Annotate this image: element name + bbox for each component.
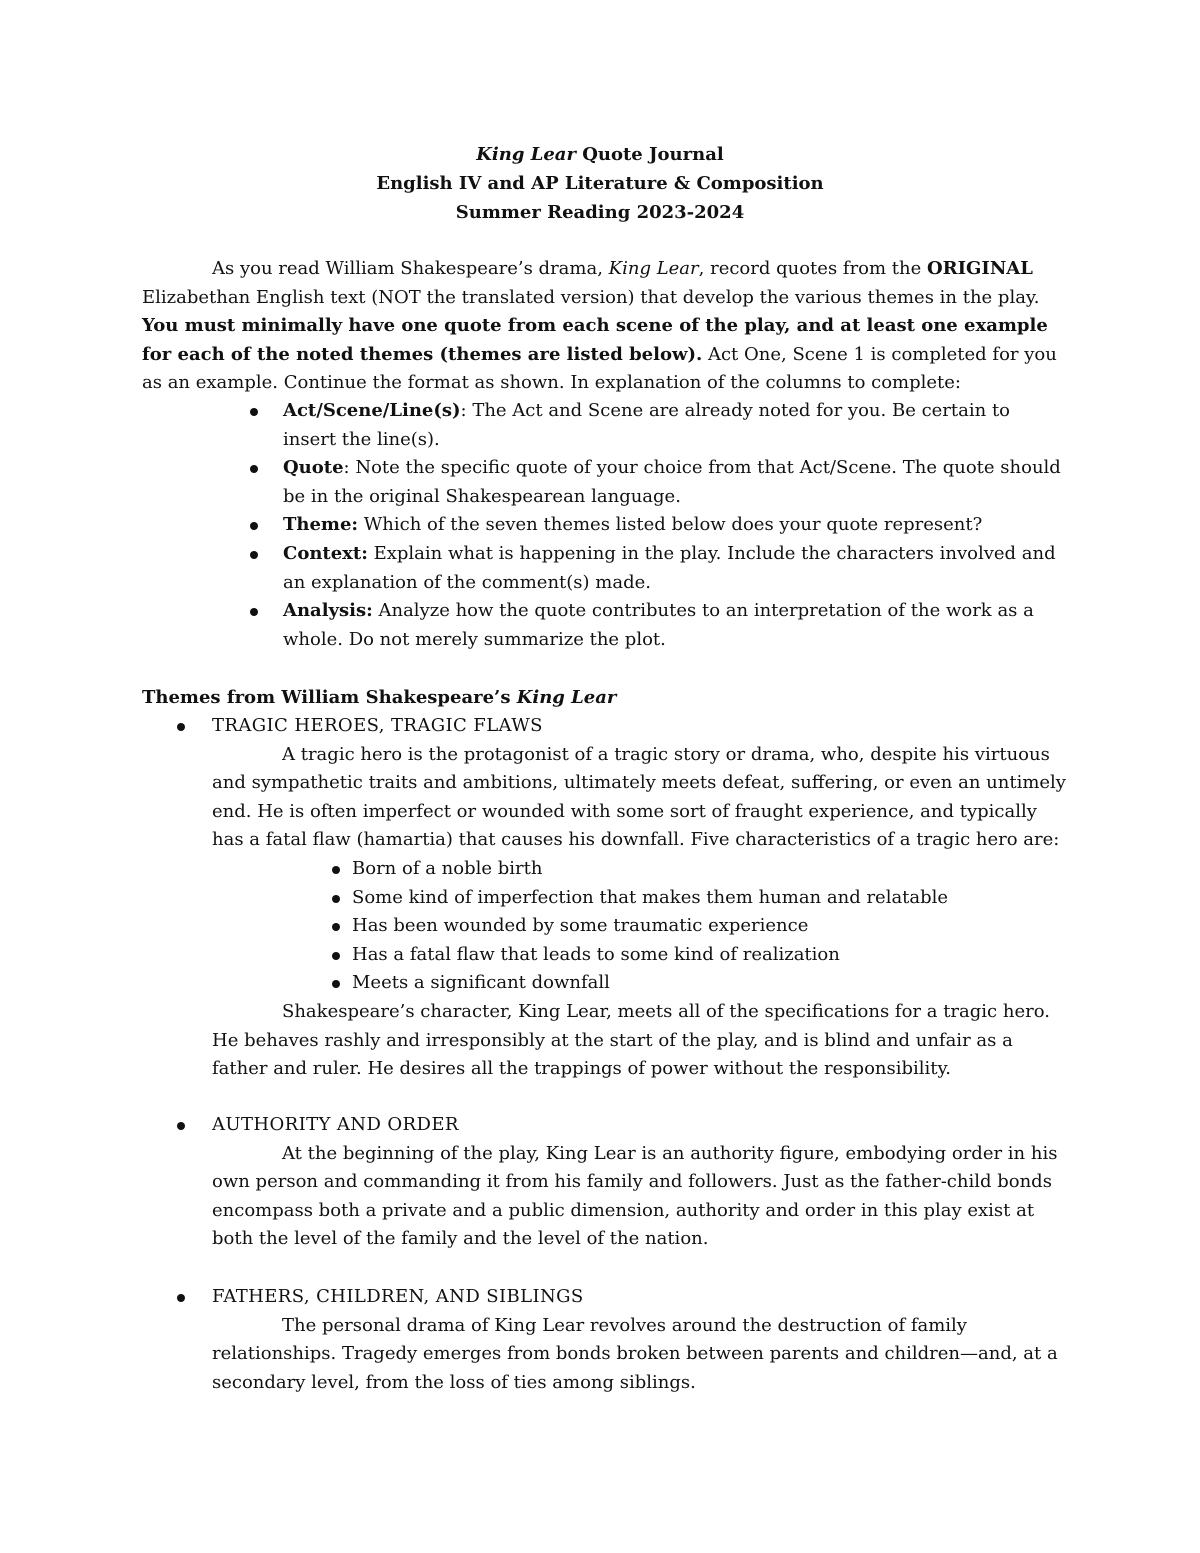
- list-item: [283, 397, 1063, 454]
- bullet-icon: [332, 923, 340, 931]
- theme-description-text: Shakespeare’s character, King Lear, meets all of the specifications for a tragic hero. He behaves rashly and irresponsibly at the start of the play, and is blind and unfair as a father and ruler. He desires all the trappings of power without the responsibility.: [212, 1000, 1050, 1080]
- column-term: Quote: [283, 457, 344, 479]
- trait-text: Meets a significant downfall: [352, 972, 610, 994]
- bullet-icon: [332, 866, 340, 874]
- theme-name: TRAGIC HEROES, TRAGIC FLAWS: [212, 715, 543, 736]
- tragic-hero-traits-list: [352, 855, 1072, 998]
- column-description: Which of the seven themes listed below does your quote represent?: [358, 514, 983, 536]
- trait-text: Has a fatal flaw that leads to some kind of realization: [352, 943, 840, 965]
- intro-text-2: , record quotes from the: [698, 258, 927, 279]
- theme-fathers-children-siblings: [212, 1283, 1072, 1397]
- intro-play-name: King Lear: [608, 258, 699, 279]
- trait-text: Born of a noble birth: [352, 857, 543, 879]
- bullet-icon: [250, 522, 258, 530]
- bullet-icon: [250, 465, 258, 473]
- trait-text: Has been wounded by some traumatic experience: [352, 915, 809, 937]
- column-term: Analysis:: [283, 600, 373, 622]
- intro-requirement: You must minimally have one quote from each scene of the play, and at least one example for each of the noted themes (themes are listed below).: [142, 315, 1048, 365]
- document-title: [0, 141, 1200, 170]
- list-item: [352, 855, 1072, 884]
- intro-paragraph: [142, 255, 1072, 398]
- column-term: Context:: [283, 542, 368, 564]
- list-item: [352, 969, 1072, 998]
- bullet-icon: [332, 895, 340, 903]
- theme-name: AUTHORITY AND ORDER: [212, 1114, 459, 1135]
- bullet-icon: [250, 408, 258, 416]
- list-item: [352, 912, 1072, 941]
- bullet-icon: [250, 551, 258, 559]
- intro-original-emphasis: ORIGINAL: [927, 258, 1033, 279]
- list-item: [283, 540, 1063, 597]
- column-description: Analyze how the quote contributes to an interpretation of the work as a whole. Do not merely summarize the plot.: [283, 600, 1034, 650]
- list-item: [283, 454, 1063, 511]
- list-item: [283, 597, 1063, 654]
- bullet-icon: [332, 952, 340, 960]
- column-description: : Note the specific quote of your choice from that Act/Scene. The quote should be in the original Shakespearean language.: [283, 457, 1061, 507]
- list-item: [283, 511, 1063, 540]
- list-item: [352, 884, 1072, 913]
- theme-description: [212, 741, 1072, 855]
- theme-description: [212, 1312, 1072, 1398]
- list-item: [352, 941, 1072, 970]
- bullet-icon: [177, 1122, 185, 1130]
- title-rest: Quote Journal: [575, 144, 724, 165]
- theme-authority-and-order: [212, 1111, 1072, 1254]
- theme-description-text: At the beginning of the play, King Lear is an authority figure, embodying order in his own person and commanding it from his family and followers. Just as the father-child bonds encompass both a private and a public dimension, authority and order in this play exist at both the level of the family and the level of the nation.: [212, 1142, 1058, 1250]
- themes-heading: [142, 684, 616, 713]
- themes-heading-play-name: King Lear: [516, 687, 617, 708]
- bullet-icon: [177, 1294, 185, 1302]
- theme-name: FATHERS, CHILDREN, AND SIBLINGS: [212, 1286, 584, 1307]
- column-explanations-list: [283, 397, 1063, 654]
- theme-description-text: A tragic hero is the protagonist of a tragic story or drama, who, despite his virtuous and sympathetic traits and ambitions, ultimately meets defeat, suffering, or even an untimely end. He is often imperfect or wounded with some sort of fraught experience, and typically has a fatal flaw (hamartia) that causes his downfall. Five characteristics of a tragic hero are:: [212, 743, 1066, 851]
- intro-text-1: As you read William Shakespeare’s drama,: [212, 258, 609, 279]
- bullet-icon: [332, 980, 340, 988]
- intro-text-3: Elizabethan English text (NOT the translated version) that develop the various themes in the play.: [142, 286, 1040, 308]
- bullet-icon: [250, 608, 258, 616]
- column-term: Act/Scene/Line(s): [283, 400, 461, 421]
- theme-description-text: The personal drama of King Lear revolves around the destruction of family relationships. Tragedy emerges from bonds broken between parents and children—and, at a secondary level, from the loss of ties among siblings.: [212, 1314, 1058, 1393]
- intro-text-4: Act One, Scene 1 is completed for you as an example. Continue the format as shown. In explanation of the columns to complete:: [142, 343, 1057, 394]
- theme-description: [212, 1140, 1072, 1254]
- term-label: Summer Reading 2023-2024: [455, 202, 745, 223]
- column-description: Explain what is happening in the play. Include the characters involved and an explanation of the comment(s) made.: [283, 542, 1056, 593]
- column-description: : The Act and Scene are already noted for you. Be certain to insert the line(s).: [283, 400, 1011, 450]
- column-term: Theme:: [283, 514, 359, 536]
- title-play-name: King Lear: [476, 144, 576, 165]
- theme-description-continued: [212, 998, 1072, 1084]
- theme-tragic-heroes: [212, 712, 1072, 1084]
- themes-heading-text: Themes from William Shakespeare’s: [142, 687, 517, 708]
- course-name: English IV and AP Literature & Composition: [376, 173, 824, 194]
- trait-text: Some kind of imperfection that makes them human and relatable: [352, 886, 949, 908]
- bullet-icon: [177, 723, 185, 731]
